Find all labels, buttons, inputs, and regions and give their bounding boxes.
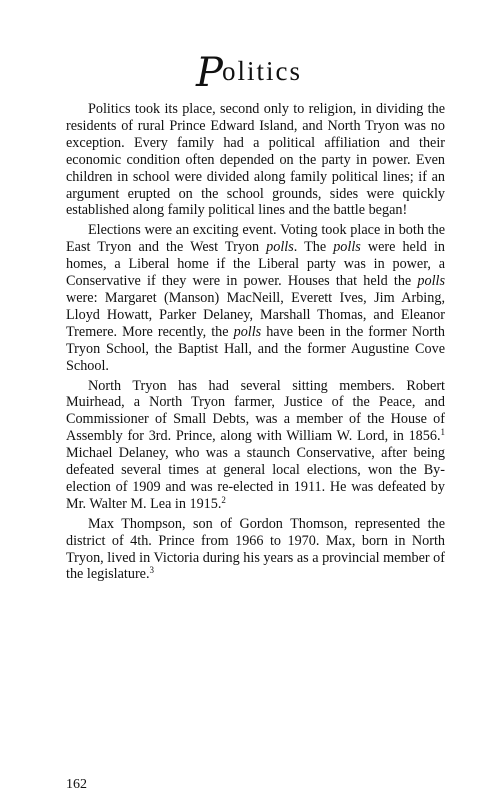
text-run: North Tryon has had several sitting members. Robert Muirhead, a North Tryon farmer, Justice of the Peace, and Commissioner of Small Debts, was a member of the House of Assembly for 3rd. Prince, along with William W. Lord, in 1856. bbox=[66, 377, 445, 445]
body-paragraph bbox=[66, 101, 445, 219]
text-run: Elections were an exciting event. Voting took place in both the East Tryon and the West Tryon bbox=[66, 222, 445, 256]
italic-term: polls bbox=[266, 239, 294, 256]
text-run: Max Thompson, son of Gordon Thomson, represented the district of 4th. Prince from 1966 to 1970. Max, born in North Tryon, lived in Victoria during his years as a provincial member of the legislature. bbox=[66, 515, 445, 583]
text-run: were: Margaret (Manson) MacNeill, Everett Ives, Jim Arbing, Lloyd Howatt, Parker Delaney, Marshall Thomas, and Eleanor Tremere. More recently, the bbox=[66, 289, 445, 340]
chapter-title bbox=[0, 50, 498, 96]
text-run: were held in homes, a Liberal home if the Liberal party was in power, a Conservative if they were in power. Houses that held the bbox=[66, 239, 445, 290]
chapter-title-rest: olitics bbox=[221, 56, 302, 86]
text-run: Michael Delaney, who was a staunch Conservative, after being defeated several times at general local elections, won the By-election of 1909 and was re-elected in 1911. He was defeated by Mr. Walter M. Lea in 1915. bbox=[66, 445, 445, 512]
italic-term: polls bbox=[233, 323, 262, 340]
footnote-marker: 2 bbox=[221, 494, 226, 505]
footnote-marker: 1 bbox=[440, 427, 445, 438]
text-run: . The bbox=[293, 239, 334, 256]
body-paragraph bbox=[66, 516, 445, 584]
chapter-title-initial: P bbox=[196, 50, 225, 96]
footnote-marker: 3 bbox=[149, 565, 155, 576]
italic-term: polls bbox=[333, 239, 361, 256]
body-text bbox=[66, 101, 445, 586]
body-paragraph bbox=[66, 222, 445, 374]
text-run: Politics took its place, second only to religion, in dividing the residents of rural Prince Edward Island, and North Tryon was no exception. Every family had a political affiliation and their economic condition often depended on the party in power. Even children in school were divided along family political lines; if an argument erupted on the school grounds, sides were quickly established along family political lines and the battle began! bbox=[66, 101, 445, 219]
italic-term: polls bbox=[417, 273, 445, 290]
page-number: 162 bbox=[66, 777, 87, 792]
body-paragraph bbox=[66, 378, 445, 513]
text-run: have been in the former North Tryon School, the Baptist Hall, and the former Augustine Cove School. bbox=[66, 323, 445, 374]
